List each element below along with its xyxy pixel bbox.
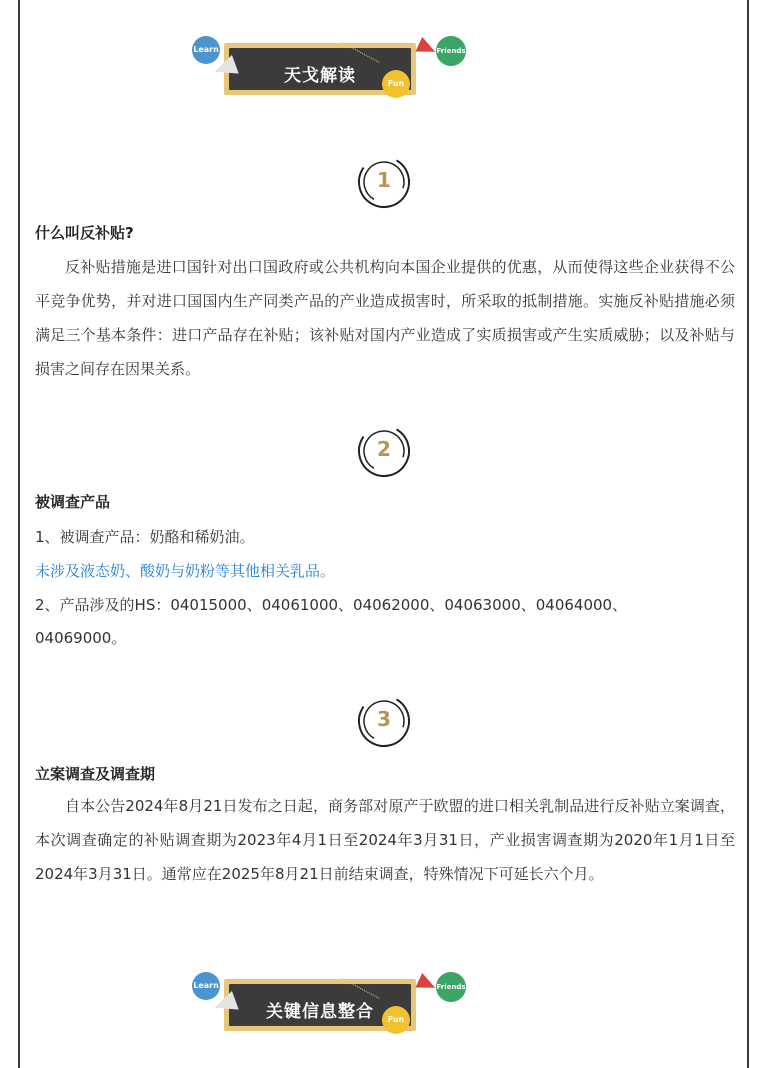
- section-badge-key-info: [192, 972, 482, 1044]
- section-heading: 被调查产品: [35, 493, 111, 511]
- badge-title: 关键信息整合: [266, 1002, 374, 1022]
- section-number-circle: [356, 154, 412, 210]
- section-number-circle: [356, 423, 412, 479]
- friends-bubble: Friends: [436, 36, 466, 66]
- section-paragraph: 反补贴措施是进口国针对出口国政府或公共机构向本国企业提供的优惠，从而使得这些企业获得不公平竞争优势，并对进口国国内生产同类产品的产业造成损害时，所采取的抵制措施。实施反补贴措施必须满足三个基本条件：进口产品存在补贴；该补贴对国内产业造成了实质损害或产生实质威胁；以及补贴与损害之间存在因果关系。: [35, 258, 735, 378]
- product-line: 1、被调查产品：奶酪和稀奶油。: [35, 528, 255, 546]
- section-number: 1: [377, 168, 391, 192]
- section-heading: 立案调查及调查期: [35, 765, 156, 783]
- paper-plane-icon: [415, 973, 438, 995]
- section-heading: 什么叫反补贴?: [35, 224, 134, 242]
- paper-plane-icon: [415, 37, 438, 59]
- section-number: 2: [377, 437, 391, 461]
- badge-title: 天戈解读: [284, 66, 356, 86]
- fun-bubble: Fun: [382, 1006, 410, 1034]
- section-number-circle: [356, 693, 412, 749]
- section-badge-interpretation: [192, 36, 482, 108]
- scope-note: 未涉及液态奶、酸奶与奶粉等其他相关乳品。: [35, 562, 336, 580]
- section-paragraph: 自本公告2024年8月21日发布之日起，商务部对原产于欧盟的进口相关乳制品进行反补贴立案调查，本次调查确定的补贴调查期为2023年4月1日至2024年3月31日，产业损害调查期为2020年1月1日至2024年3月31日。通常应在2025年8月21日前结束调查，特殊情况下可延长六个月。: [35, 797, 735, 883]
- learn-bubble: Learn: [192, 36, 220, 64]
- hs-codes-line: 2、产品涉及的HS：04015000、04061000、04062000、04063000、04064000、: [35, 596, 628, 614]
- section-number: 3: [377, 707, 391, 731]
- fun-bubble: Fun: [382, 70, 410, 98]
- friends-bubble: Friends: [436, 972, 466, 1002]
- hs-codes-line-continued: 04069000。: [35, 629, 127, 647]
- learn-bubble: Learn: [192, 972, 220, 1000]
